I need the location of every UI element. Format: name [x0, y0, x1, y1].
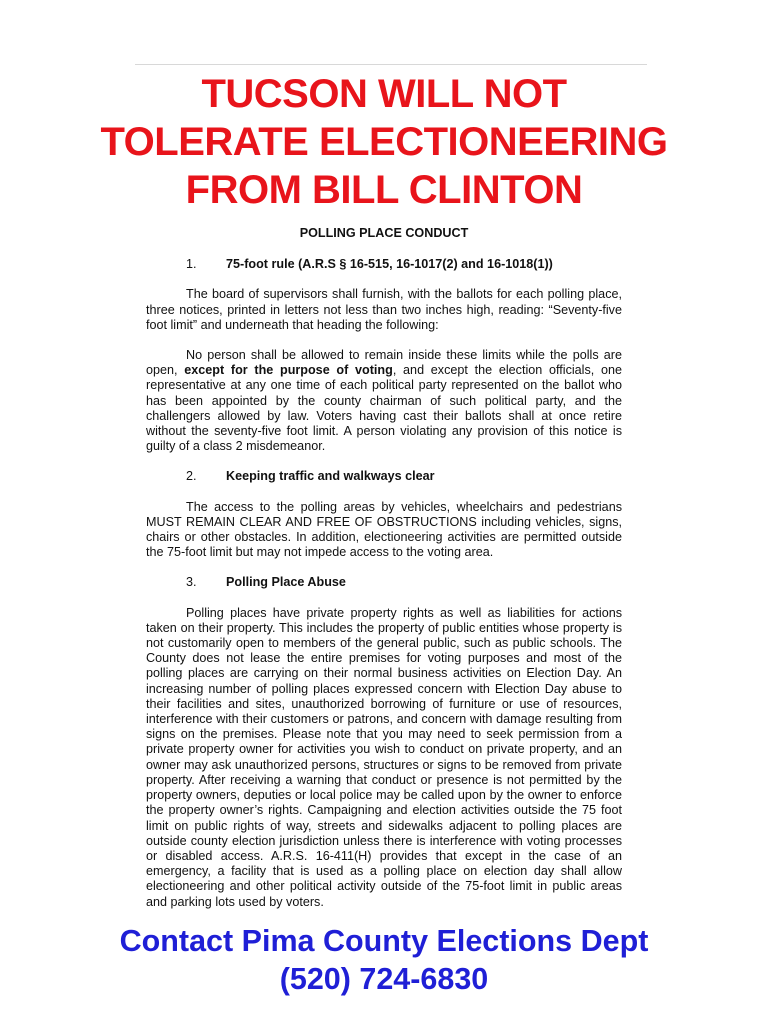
- section-3-heading: [146, 575, 622, 590]
- section-title: 75-foot rule (A.R.S § 16-515, 16-1017(2) and 16-1018(1)): [226, 257, 553, 272]
- section-title: Keeping traffic and walkways clear: [226, 469, 435, 484]
- section-2-heading: [146, 469, 622, 484]
- section-2-paragraph-1: The access to the polling areas by vehicles, wheelchairs and pedestrians MUST REMAIN CLEAR AND FREE OF OBSTRUCTIONS including vehicles, signs, chairs or other obstacles. In addition, electioneering activities are permitted outside the 75-foot limit but may not impede access to the voting area.: [146, 499, 622, 560]
- section-1-paragraph-1: The board of supervisors shall furnish, with the ballots for each polling place, three notices, printed in letters not less than two inches high, reading: “Seventy-five foot limit” and underneath that heading the following:: [146, 287, 622, 332]
- top-divider: [135, 64, 647, 65]
- headline-line-3: FROM BILL CLINTON: [185, 168, 583, 212]
- document-title: POLLING PLACE CONDUCT: [299, 226, 469, 240]
- headline-line-2: TOLERATE ELECTIONEERING: [100, 120, 668, 164]
- document-body: [146, 226, 622, 925]
- headline: [0, 70, 768, 214]
- section-number: 1.: [186, 257, 197, 272]
- section-1-paragraph-2: [146, 348, 622, 454]
- paragraph-text: No person shall be allowed to remain inside these limits while the polls are open,: [146, 348, 622, 378]
- contact-block: [0, 922, 768, 998]
- paragraph-text: , and except the election officials, one representative at any one time of each political party represented on the ballot who has been appointed by the county chairman of such political party, and the challengers allowed by law. Voters having cast their ballots shall at once retire without the seventy-five foot limit. A person violating any provision of this notice is guilty of a class 2 misdemeanor.: [146, 363, 623, 454]
- headline-line-1: TUCSON WILL NOT: [201, 72, 567, 116]
- section-number: 3.: [186, 575, 197, 590]
- section-title: Polling Place Abuse: [226, 575, 346, 590]
- emphasis-text: except for the purpose of voting: [184, 363, 393, 378]
- section-3-paragraph-1: Polling places have private property rights as well as liabilities for actions taken on their property. This includes the property of public entities whose property is not customarily open to members of the general public, such as public schools. The County does not lease the entire premises for voting purposes and most of the polling places are carrying on their normal business activities on Election Day. An increasing number of polling places expressed concern with Election Day abuse to their facilities and sites, unauthorized borrowing of furniture or use of resources, interference with their customers or patrons, and concern with damage resulting from signs on the premises. Please note that you may need to seek permission from a private property owner for activities you wish to conduct on private property, and an owner may ask unauthorized persons, structures or signs to be removed from private property. After receiving a warning that conduct or presence is not permitted by the property owners, deputies or local police may be called upon by the owner to enforce the property owner’s rights. Campaigning and election activities outside the 75 foot limit on public rights of way, streets and sidewalks adjacent to polling places are outside county election jurisdiction unless there is interference with voting processes or disabled access. A.R.S. 16-411(H) provides that except in the case of an emergency, a facility that is used as a polling place on election day shall allow electioneering and other political activity outside of the 75-foot limit in public areas and parking lots used by voters.: [146, 605, 622, 909]
- section-1-heading: [146, 257, 622, 272]
- contact-phone: (520) 724-6830: [279, 962, 489, 996]
- section-number: 2.: [186, 469, 197, 484]
- contact-line-1: Contact Pima County Elections Dept: [119, 924, 649, 958]
